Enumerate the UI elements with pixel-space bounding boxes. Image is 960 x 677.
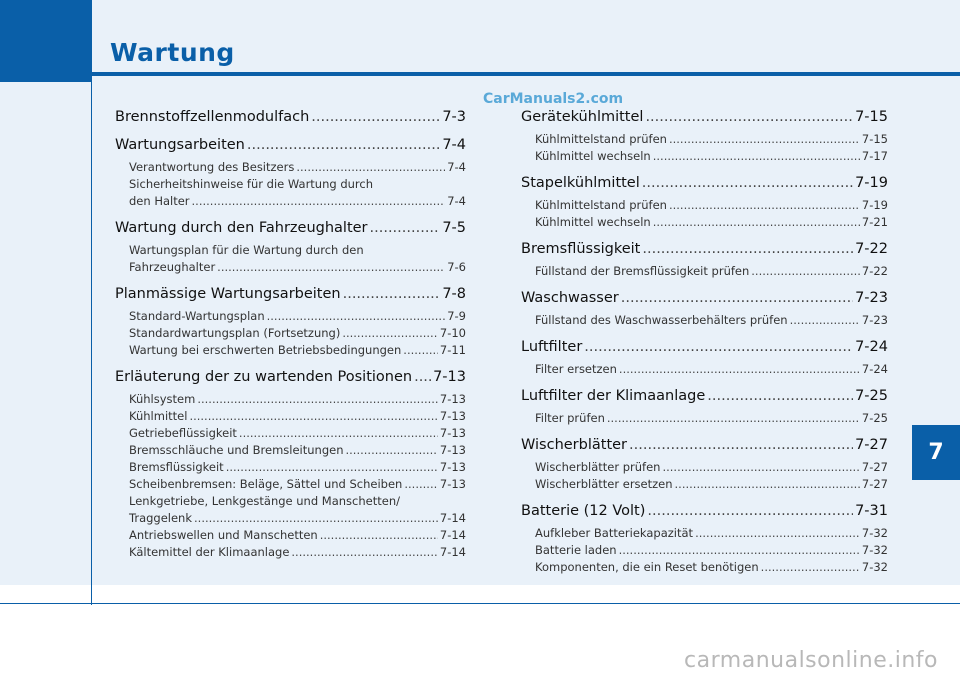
dot-leader xyxy=(653,148,860,165)
toc-subentry[interactable] xyxy=(115,391,466,408)
toc-subentry[interactable] xyxy=(521,559,888,576)
toc-section-heading[interactable] xyxy=(521,174,888,193)
toc-subentry[interactable] xyxy=(115,325,466,342)
dot-leader xyxy=(403,342,438,359)
toc-section xyxy=(521,436,888,493)
toc-subentry-multiline[interactable] xyxy=(115,176,466,210)
toc-section-heading-label: Luftfilter xyxy=(521,339,583,355)
toc-subentry-label: den Halter xyxy=(129,194,190,208)
toc-subentry-label: Kühlmittel wechseln xyxy=(535,149,651,163)
toc-section xyxy=(521,387,888,427)
dot-leader xyxy=(189,408,437,425)
toc-subentry-label: Kühlmittel xyxy=(129,409,188,423)
dot-leader xyxy=(320,527,438,544)
dot-leader xyxy=(217,259,445,276)
toc-subentry[interactable] xyxy=(115,425,466,442)
toc-subentry[interactable] xyxy=(521,197,888,214)
dot-leader xyxy=(226,459,438,476)
header-color-block xyxy=(0,0,91,82)
toc-subentry-multiline[interactable] xyxy=(115,242,466,276)
toc-subentry-label: Kühlmittelstand prüfen xyxy=(535,198,667,212)
toc-section xyxy=(115,136,466,210)
toc-subentry[interactable] xyxy=(115,544,466,561)
toc-subentry-page-number: 7-14 xyxy=(439,545,466,559)
toc-section-heading-page-number: 7-8 xyxy=(442,286,466,302)
toc-subentry[interactable] xyxy=(115,159,466,176)
toc-subentry-page-number: 7-32 xyxy=(861,526,888,540)
toc-subentry-label: Kühlmittel wechseln xyxy=(535,215,651,229)
toc-subentry-label: Filter ersetzen xyxy=(535,362,617,376)
toc-subentry[interactable] xyxy=(521,542,888,559)
toc-section xyxy=(115,219,466,276)
dot-leader xyxy=(669,197,860,214)
toc-section-heading-label: Wartungsarbeiten xyxy=(115,137,245,153)
toc-subentry-label: Wischerblätter ersetzen xyxy=(535,477,673,491)
toc-section-heading-page-number: 7-13 xyxy=(433,369,466,385)
page-title: Wartung xyxy=(110,38,235,67)
dot-leader xyxy=(584,338,853,357)
dot-leader xyxy=(267,308,446,325)
toc-subentry-page-number: 7-14 xyxy=(439,528,466,542)
toc-subentry[interactable] xyxy=(115,308,466,325)
chapter-number: 7 xyxy=(928,440,944,465)
toc-subentry-page-number: 7-4 xyxy=(447,194,466,208)
toc-section-heading[interactable] xyxy=(521,240,888,259)
dot-leader xyxy=(619,361,860,378)
dot-leader xyxy=(342,325,438,342)
left-margin-rule xyxy=(91,0,92,605)
dot-leader xyxy=(653,214,860,231)
toc-subentry-page-number: 7-27 xyxy=(861,477,888,491)
toc-subentry-page-number: 7-13 xyxy=(439,392,466,406)
toc-subentry-label: Kühlsystem xyxy=(129,392,196,406)
toc-subentry[interactable] xyxy=(521,214,888,231)
toc-subentry[interactable] xyxy=(115,408,466,425)
dot-leader xyxy=(197,391,438,408)
toc-subentry-page-number: 7-6 xyxy=(447,260,466,274)
toc-subentry-label: Bremsschläuche und Bremsleitungen xyxy=(129,443,344,457)
toc-section-heading-label: Luftfilter der Klimaanlage xyxy=(521,388,706,404)
toc-subentry-first-line: Sicherheitshinweise für die Wartung durch xyxy=(129,177,374,191)
toc-subentry[interactable] xyxy=(521,263,888,280)
toc-subentry-page-number: 7-24 xyxy=(861,362,888,376)
toc-section-heading-page-number: 7-22 xyxy=(855,241,888,257)
toc-subentry-page-number: 7-32 xyxy=(861,543,888,557)
toc-subentry-multiline[interactable] xyxy=(115,493,466,527)
toc-subentry[interactable] xyxy=(115,476,466,493)
toc-section-heading[interactable] xyxy=(521,338,888,357)
toc-section-heading-page-number: 7-19 xyxy=(855,175,888,191)
toc-subentry-page-number: 7-22 xyxy=(861,264,888,278)
toc-subentry[interactable] xyxy=(115,342,466,359)
dot-leader xyxy=(247,136,440,155)
toc-section-heading-label: Stapelkühlmittel xyxy=(521,175,640,191)
toc-section-heading-label: Waschwasser xyxy=(521,290,619,306)
toc-left-column xyxy=(115,108,466,570)
toc-subentry-label: Traggelenk xyxy=(129,511,193,525)
dot-leader xyxy=(621,289,853,308)
toc-subentry-page-number: 7-13 xyxy=(439,426,466,440)
dot-leader xyxy=(629,436,853,455)
dot-leader xyxy=(291,544,437,561)
toc-subentry-page-number: 7-27 xyxy=(861,460,888,474)
toc-section xyxy=(521,240,888,280)
toc-section-heading[interactable] xyxy=(521,387,888,406)
toc-section-heading-page-number: 7-15 xyxy=(855,109,888,125)
dot-leader xyxy=(311,108,440,127)
toc-subentry[interactable] xyxy=(521,312,888,329)
toc-section-heading-label: Planmässige Wartungsarbeiten xyxy=(115,286,341,302)
dot-leader xyxy=(662,459,859,476)
toc-right-column xyxy=(521,108,888,585)
bottom-rule xyxy=(0,603,960,604)
toc-subentry[interactable] xyxy=(115,459,466,476)
toc-subentry[interactable] xyxy=(521,361,888,378)
toc-subentry-label: Standardwartungsplan (Fortsetzung) xyxy=(129,326,341,340)
toc-section-heading-page-number: 7-23 xyxy=(855,290,888,306)
toc-section xyxy=(115,285,466,359)
toc-subentry-label: Aufkleber Batteriekapazität xyxy=(535,526,694,540)
footer-watermark: carmanualsonline.info xyxy=(684,648,938,673)
toc-section-heading-page-number: 7-31 xyxy=(855,503,888,519)
toc-section-heading-label: Erläuterung der zu wartenden Positionen xyxy=(115,369,413,385)
toc-section-heading-page-number: 7-4 xyxy=(442,137,466,153)
toc-section xyxy=(521,108,888,165)
dot-leader xyxy=(414,368,431,387)
dot-leader xyxy=(607,410,860,427)
toc-subentry[interactable] xyxy=(115,527,466,544)
toc-subentry-page-number: 7-19 xyxy=(861,198,888,212)
dot-leader xyxy=(296,159,445,176)
toc-subentry-label: Kältemittel der Klimaanlage xyxy=(129,545,290,559)
toc-section-heading-label: Brennstoffzellenmodulfach xyxy=(115,109,310,125)
toc-section-heading-page-number: 7-3 xyxy=(442,109,466,125)
dot-leader xyxy=(642,174,853,193)
toc-subentry[interactable] xyxy=(521,459,888,476)
toc-section xyxy=(521,174,888,231)
toc-subentry[interactable] xyxy=(521,410,888,427)
toc-section xyxy=(521,289,888,329)
toc-section-heading[interactable] xyxy=(115,285,466,304)
toc-subentry-label: Komponenten, die ein Reset benötigen xyxy=(535,560,759,574)
toc-subentry-label: Getriebeflüssigkeit xyxy=(129,426,237,440)
toc-subentry-page-number: 7-4 xyxy=(447,160,466,174)
toc-subentry[interactable] xyxy=(129,259,466,276)
toc-subentry[interactable] xyxy=(115,442,466,459)
dot-leader xyxy=(645,108,853,127)
dot-leader xyxy=(761,559,860,576)
dot-leader xyxy=(669,131,860,148)
dot-leader xyxy=(239,425,438,442)
toc-subentry-page-number: 7-10 xyxy=(439,326,466,340)
toc-section-heading[interactable] xyxy=(115,219,466,238)
toc-subentry[interactable] xyxy=(129,510,466,527)
toc-section-heading-page-number: 7-25 xyxy=(855,388,888,404)
toc-subentry-label: Kühlmittelstand prüfen xyxy=(535,132,667,146)
dot-leader xyxy=(404,476,438,493)
toc-section-heading-label: Bremsflüssigkeit xyxy=(521,241,641,257)
toc-section xyxy=(521,502,888,576)
toc-section xyxy=(115,368,466,561)
toc-section-heading-page-number: 7-27 xyxy=(855,437,888,453)
toc-section-heading[interactable] xyxy=(115,108,466,127)
dot-leader xyxy=(194,510,438,527)
toc-subentry-page-number: 7-17 xyxy=(861,149,888,163)
dot-leader xyxy=(192,193,446,210)
toc-subentry-page-number: 7-13 xyxy=(439,477,466,491)
toc-section-heading-label: Wartung durch den Fahrzeughalter xyxy=(115,220,368,236)
toc-subentry[interactable] xyxy=(521,131,888,148)
toc-subentry-page-number: 7-14 xyxy=(439,511,466,525)
toc-subentry[interactable] xyxy=(129,193,466,210)
toc-subentry-label: Verantwortung des Besitzers xyxy=(129,160,295,174)
dot-leader xyxy=(707,387,853,406)
toc-subentry-label: Fahrzeughalter xyxy=(129,260,216,274)
toc-subentry-label: Füllstand der Bremsflüssigkeit prüfen xyxy=(535,264,750,278)
toc-section-heading-label: Batterie (12 Volt) xyxy=(521,503,646,519)
toc-subentry-label: Filter prüfen xyxy=(535,411,605,425)
chapter-tab[interactable] xyxy=(912,425,960,480)
toc-subentry-page-number: 7-25 xyxy=(861,411,888,425)
toc-subentry-label: Scheibenbremsen: Beläge, Sättel und Scheiben xyxy=(129,477,403,491)
dot-leader xyxy=(647,502,853,521)
toc-subentry-label: Standard-Wartungsplan xyxy=(129,309,265,323)
dot-leader xyxy=(695,525,860,542)
toc-section-heading[interactable] xyxy=(521,502,888,521)
toc-subentry[interactable] xyxy=(521,525,888,542)
toc-subentry[interactable] xyxy=(521,148,888,165)
title-underline xyxy=(91,72,960,76)
toc-section-heading[interactable] xyxy=(115,136,466,155)
toc-section-heading[interactable] xyxy=(115,368,466,387)
toc-subentry-first-line: Lenkgetriebe, Lenkgestänge und Manschetten/ xyxy=(129,494,400,508)
dot-leader xyxy=(346,442,438,459)
dot-leader xyxy=(751,263,860,280)
toc-subentry-page-number: 7-13 xyxy=(439,409,466,423)
toc-subentry-page-number: 7-11 xyxy=(439,343,466,357)
toc-section xyxy=(115,108,466,127)
dot-leader xyxy=(642,240,853,259)
toc-subentry-label: Batterie laden xyxy=(535,543,617,557)
toc-subentry-page-number: 7-32 xyxy=(861,560,888,574)
toc-subentry-page-number: 7-15 xyxy=(861,132,888,146)
toc-subentry-label: Antriebswellen und Manschetten xyxy=(129,528,318,542)
toc-subentry-page-number: 7-13 xyxy=(439,460,466,474)
toc-subentry[interactable] xyxy=(521,476,888,493)
toc-section-heading[interactable] xyxy=(521,436,888,455)
toc-subentry-label: Füllstand des Waschwasserbehälters prüfen xyxy=(535,313,788,327)
toc-subentry-label: Wischerblätter prüfen xyxy=(535,460,661,474)
dot-leader xyxy=(790,312,860,329)
dot-leader xyxy=(370,219,441,238)
toc-subentry-page-number: 7-9 xyxy=(447,309,466,323)
toc-subentry-label: Wartung bei erschwerten Betriebsbedingungen xyxy=(129,343,402,357)
toc-subentry-first-line: Wartungsplan für die Wartung durch den xyxy=(129,243,364,257)
toc-section-heading-page-number: 7-5 xyxy=(442,220,466,236)
dot-leader xyxy=(675,476,860,493)
toc-subentry-page-number: 7-13 xyxy=(439,443,466,457)
toc-section-heading[interactable] xyxy=(521,108,888,127)
toc-section-heading-label: Wischerblätter xyxy=(521,437,628,453)
toc-section-heading[interactable] xyxy=(521,289,888,308)
watermark-text: CarManuals2.com xyxy=(483,91,624,107)
toc-section xyxy=(521,338,888,378)
dot-leader xyxy=(343,285,441,304)
toc-subentry-label: Bremsflüssigkeit xyxy=(129,460,224,474)
dot-leader xyxy=(619,542,860,559)
toc-subentry-page-number: 7-21 xyxy=(861,215,888,229)
toc-section-heading-page-number: 7-24 xyxy=(855,339,888,355)
toc-subentry-page-number: 7-23 xyxy=(861,313,888,327)
toc-section-heading-label: Gerätekühlmittel xyxy=(521,109,644,125)
